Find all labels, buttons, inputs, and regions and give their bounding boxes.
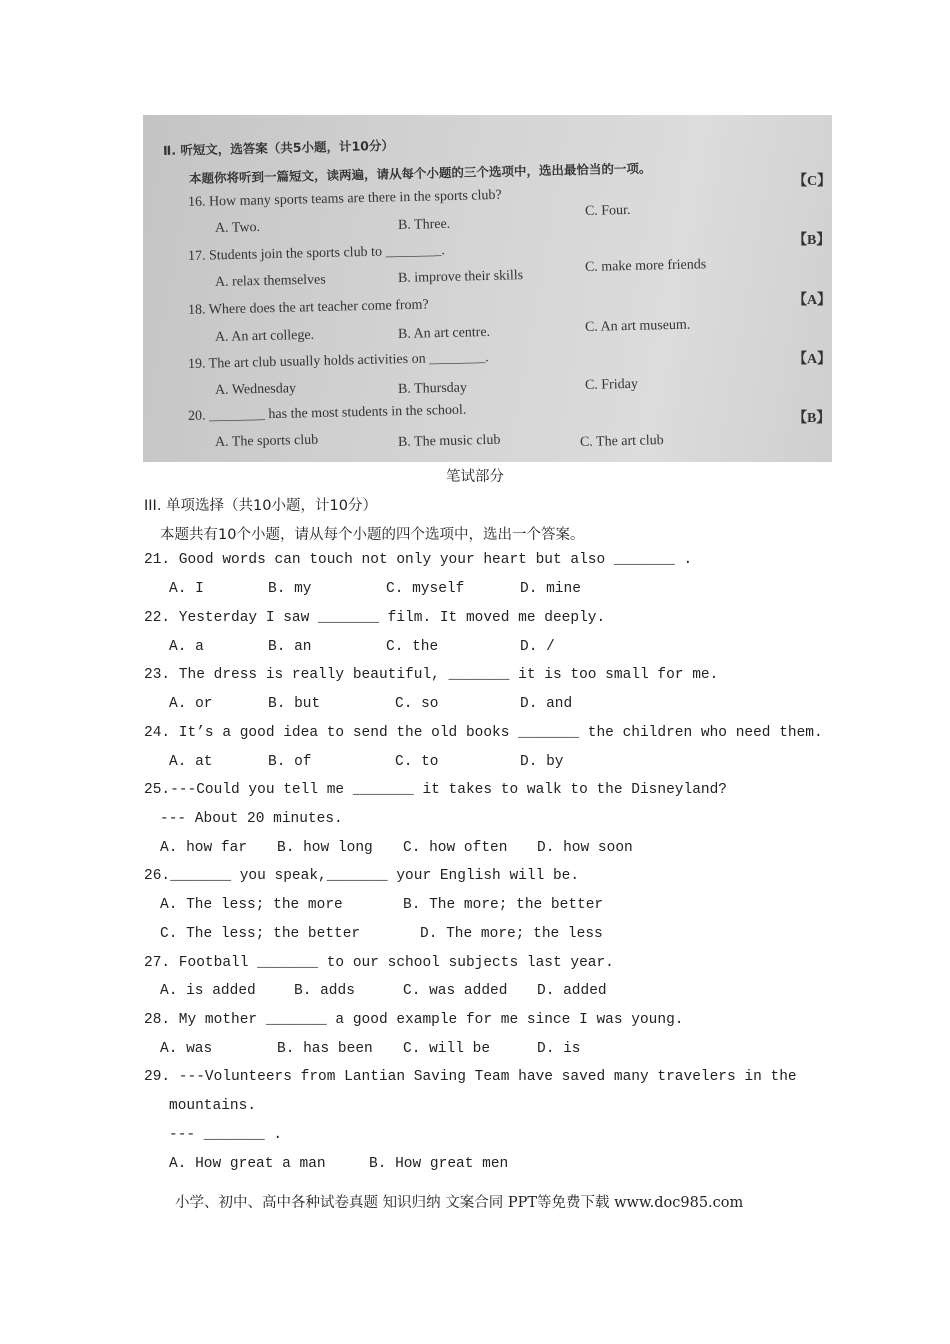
option-a: A. I	[169, 581, 204, 597]
question-29-cont: mountains.	[169, 1098, 257, 1114]
question-23: 23. The dress is really beautiful, _______ it is too small for me.	[144, 667, 719, 683]
option-c: C. The art club	[579, 433, 664, 450]
option-b: B. An art centre.	[397, 324, 491, 342]
option-d: D. /	[520, 639, 555, 655]
option-a: A. at	[169, 754, 213, 770]
question-29-reply: --- _______ .	[169, 1127, 283, 1143]
listening-intro: 本题你将听到一篇短文，读两遍，请从每个小题的三个选项中，选出最恰当的一项。	[188, 160, 652, 186]
question-28: 28. My mother _______ a good example for me since I was young.	[144, 1012, 684, 1028]
option-b: B. Three.	[397, 216, 451, 233]
option-b: B. How great men	[369, 1156, 509, 1172]
option-a: A. The less; the more	[160, 897, 343, 913]
option-a: A. is added	[160, 983, 256, 999]
option-a: A. was	[160, 1041, 213, 1057]
option-c: C. the	[386, 639, 439, 655]
option-d: D. by	[520, 754, 564, 770]
answer-20: 【B】	[793, 411, 831, 426]
question-27: 27. Football _______ to our school subjects last year.	[144, 955, 614, 971]
question-25-reply: --- About 20 minutes.	[160, 811, 343, 827]
option-c: C. An art museum.	[584, 317, 691, 335]
option-a: A. a	[169, 639, 204, 655]
section-3-intro: 本题共有10个小题，请从每个小题的四个选项中，选出一个答案。	[160, 527, 585, 543]
question-17: 17. Students join the sports club to ________.	[187, 243, 446, 264]
answer-16: 【C】	[793, 174, 832, 189]
option-a: A. Wednesday	[214, 381, 297, 398]
option-c: C. Friday	[584, 376, 639, 393]
question-29: 29. ---Volunteers from Lantian Saving Team have saved many travelers in the	[144, 1069, 797, 1085]
option-a: A. Two.	[214, 219, 261, 236]
question-26: 26._______ you speak,_______ your English will be.	[144, 868, 580, 884]
answer-19: 【A】	[793, 352, 832, 367]
option-d: D. is	[537, 1041, 581, 1057]
question-25: 25.---Could you tell me _______ it takes to walk to the Disneyland?	[144, 782, 727, 798]
option-b: B. how long	[277, 840, 373, 856]
option-c: C. myself	[386, 581, 465, 597]
option-d: D. mine	[520, 581, 581, 597]
option-d: D. added	[537, 983, 607, 999]
question-16: 16. How many sports teams are there in the sports club?	[187, 187, 502, 210]
option-c: C. how often	[403, 840, 508, 856]
option-c: C. make more friends	[584, 257, 707, 275]
option-c: C. The less; the better	[160, 926, 361, 942]
option-c: C. will be	[403, 1041, 491, 1057]
question-19: 19. The art club usually holds activities on ________.	[187, 350, 489, 372]
question-18: 18. Where does the art teacher come from?	[187, 297, 429, 318]
option-a: A. The sports club	[214, 432, 319, 450]
listening-section-photo	[143, 115, 832, 462]
option-d: D. and	[520, 696, 573, 712]
option-a: A. or	[169, 696, 213, 712]
footer-advert: 小学、初中、高中各种试卷真题 知识归纳 文案合同 PPT等免费下载 www.doc985.com	[175, 1195, 744, 1211]
option-a: A. relax themselves	[214, 272, 326, 290]
option-a: A. How great a man	[169, 1156, 326, 1172]
option-b: B. my	[268, 581, 312, 597]
question-21: 21. Good words can touch not only your heart but also _______ .	[144, 552, 693, 568]
option-b: B. adds	[294, 983, 355, 999]
option-b: B. but	[268, 696, 321, 712]
option-b: B. The music club	[397, 432, 501, 450]
option-d: D. how soon	[537, 840, 633, 856]
option-b: B. The more; the better	[403, 897, 604, 913]
option-b: B. of	[268, 754, 312, 770]
option-b: B. has been	[277, 1041, 373, 1057]
option-c: C. was added	[403, 983, 508, 999]
answer-17: 【B】	[793, 233, 831, 248]
option-b: B. an	[268, 639, 312, 655]
option-a: A. how far	[160, 840, 248, 856]
question-20: 20. ________ has the most students in the school.	[187, 402, 467, 424]
option-c: C. Four.	[584, 202, 631, 219]
listening-header: Ⅱ. 听短文，选答案（共5小题，计10分）	[162, 137, 395, 158]
answer-18: 【A】	[793, 293, 832, 308]
option-c: C. so	[395, 696, 439, 712]
option-b: B. improve their skills	[397, 268, 524, 286]
option-c: C. to	[395, 754, 439, 770]
section-3-title: III. 单项选择（共10小题，计10分）	[144, 498, 377, 514]
question-24: 24. It’s a good idea to send the old books _______ the children who need them.	[144, 725, 823, 741]
question-22: 22. Yesterday I saw _______ film. It moved me deeply.	[144, 610, 606, 626]
option-d: D. The more; the less	[420, 926, 603, 942]
option-b: B. Thursday	[397, 380, 468, 397]
written-section-title: 笔试部分	[446, 469, 504, 485]
option-a: A. An art college.	[214, 327, 315, 345]
